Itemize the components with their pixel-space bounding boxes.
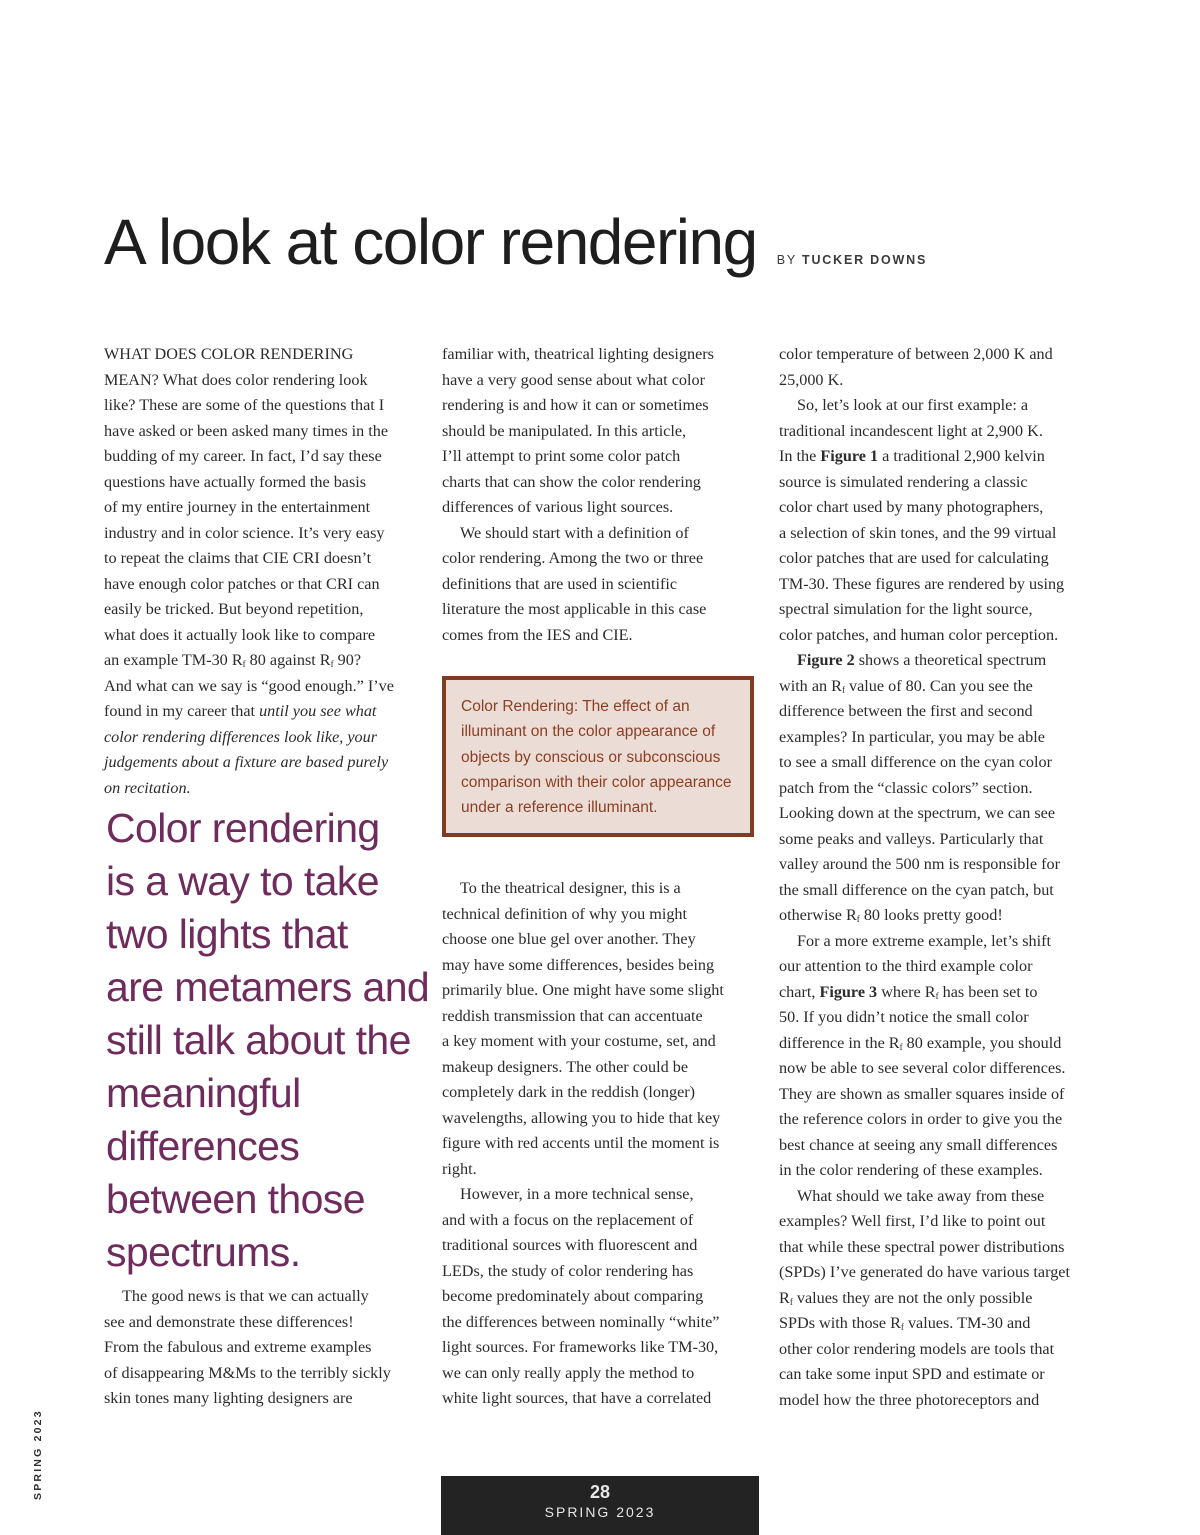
body-line (779, 1311, 1097, 1337)
body-line: examples? In particular, you may be able (779, 727, 1045, 746)
body-line: best chance at seeing any small differences (779, 1135, 1058, 1154)
pull-quote-line: is a way to take (106, 858, 379, 904)
body-line: From the fabulous and extreme examples (104, 1338, 372, 1356)
body-line: a key moment with your costume, set, and (442, 1032, 716, 1050)
body-line: have enough color patches or that CRI can (104, 574, 380, 593)
body-line: We should start with a definition of (460, 523, 689, 542)
body-line: light sources. For frameworks like TM-30, (442, 1338, 719, 1356)
body-line (104, 725, 416, 751)
body-line: They are shown as smaller squares inside of (779, 1084, 1065, 1103)
body-line (779, 1286, 1097, 1312)
body-line: to see a small difference on the cyan color (779, 753, 1052, 771)
pull-quote-line: differences (106, 1123, 300, 1169)
body-line: completely dark in the reddish (longer) (442, 1083, 696, 1101)
body-line: questions have actually formed the basis (104, 472, 367, 491)
text-run: a traditional 2,900 kelvin (878, 447, 1045, 465)
text-run: difference in the R (779, 1033, 900, 1052)
body-line: budding of my career. In fact, I’d say these (104, 447, 382, 465)
text-run: found in my career that (104, 702, 260, 720)
body-line (779, 648, 1097, 674)
body-line: should be manipulated. In this article, (442, 421, 687, 440)
body-line (104, 776, 416, 802)
body-line (104, 750, 416, 776)
body-line: see and demonstrate these differences! (104, 1312, 354, 1331)
body-line: familiar with, theatrical lighting designers (442, 345, 714, 363)
subscript: f (900, 1322, 904, 1332)
body-line: technical definition of why you might (442, 904, 688, 923)
column-3 (779, 342, 1097, 1413)
body-line: now be able to see several color differences. (779, 1059, 1066, 1077)
byline-prefix: BY (776, 253, 797, 267)
italic-run: color rendering differences look like, your (104, 727, 378, 746)
article-header (104, 202, 1104, 282)
article-title: A look at color rendering (104, 206, 757, 278)
body-line: the differences between nominally “white” (442, 1312, 720, 1331)
subscript: f (789, 1296, 793, 1307)
body-line: comes from the IES and CIE. (442, 625, 633, 644)
body-line (779, 903, 1097, 929)
text-run: chart, (779, 982, 820, 1001)
body-line: may have some differences, besides being (442, 955, 715, 974)
body-line: makeup designers. The other could be (442, 1057, 689, 1076)
body-line: color rendering. Among the two or three (442, 549, 704, 567)
body-line: rendering is and how it can or sometimes (442, 396, 709, 414)
figure-ref: Figure 2 (797, 651, 855, 669)
subscript: f (330, 659, 334, 669)
text-run: 80 example, you should (902, 1033, 1062, 1052)
italic-run: judgements about a fixture are based purely (104, 753, 389, 771)
pull-quote-line: meaningful (106, 1070, 301, 1116)
body-line: spectral simulation for the light source, (779, 600, 1033, 618)
byline (777, 253, 927, 267)
body-line: skin tones many lighting designers are (104, 1389, 353, 1407)
body-line: color chart used by many photographers, (779, 498, 1044, 516)
column-2-continued (442, 876, 754, 1412)
body-line: figure with red accents until the moment is (442, 1134, 720, 1152)
body-line: examples? Well first, I’d like to point out (779, 1212, 1046, 1230)
body-line: LEDs, the study of color rendering has (442, 1261, 694, 1280)
text-run: shows a theoretical spectrum (854, 651, 1047, 669)
body-line: industry and in color science. It’s very easy (104, 523, 385, 542)
body-line: difference between the first and second (779, 702, 1033, 720)
body-line: other color rendering models are tools that (779, 1339, 1055, 1358)
body-line: TM-30. These figures are rendered by using (779, 574, 1065, 593)
pull-quote-line: Color rendering (106, 805, 380, 851)
body-line: traditional incandescent light at 2,900 K. (779, 421, 1043, 440)
text-run: value of 80. Can you see the (844, 676, 1033, 695)
column-2 (442, 342, 754, 648)
body-line (779, 980, 1097, 1006)
body-line: I’ll attempt to print some color patch (442, 447, 681, 465)
body-line: WHAT DOES COLOR RENDERING (104, 345, 354, 363)
subscript: f (242, 659, 246, 669)
body-line: in the color rendering of these examples. (779, 1161, 1043, 1179)
body-line: charts that can show the color rendering (442, 472, 701, 491)
body-line: (SPDs) I’ve generated do have various target (779, 1263, 1070, 1281)
body-line: color patches, and human color perception. (779, 625, 1059, 644)
body-line: and with a focus on the replacement of (442, 1210, 694, 1229)
body-line: What should we take away from these (797, 1186, 1045, 1205)
body-line: model how the three photoreceptors and (779, 1390, 1040, 1409)
body-line: patch from the “classic colors” section. (779, 778, 1033, 797)
body-line: a selection of skin tones, and the 99 virtual (779, 523, 1057, 542)
body-line: color temperature of between 2,000 K and (779, 345, 1053, 363)
subscript: f (935, 990, 939, 1001)
body-line: wavelengths, allowing you to hide that key (442, 1108, 721, 1127)
body-line: literature the most applicable in this case (442, 600, 707, 618)
body-line: like? These are some of the questions that I (104, 396, 385, 414)
definition-line: objects by conscious or subconscious (461, 748, 721, 766)
definition-line: Color Rendering: The effect of an (461, 698, 690, 715)
pull-quote-line: still talk about the (106, 1017, 411, 1063)
definition-line: comparison with their color appearance (461, 773, 732, 791)
body-line: color patches that are used for calculating (779, 549, 1049, 567)
definition-box (442, 676, 754, 837)
body-line (779, 444, 1097, 470)
text-run: values. TM-30 and (903, 1314, 1031, 1332)
text-run: 90? (333, 651, 362, 669)
figure-ref: Figure 1 (820, 447, 879, 465)
italic-run: until you see what (259, 702, 377, 720)
definition-line: under a reference illuminant. (461, 799, 658, 817)
page-footer (441, 1476, 759, 1535)
column-1 (104, 342, 416, 801)
body-line: Looking down at the spectrum, we can see (779, 804, 1056, 822)
pull-quote (106, 802, 430, 1279)
body-line (104, 648, 416, 674)
text-run: values they are not the only possible (792, 1288, 1033, 1307)
body-line: And what can we say is “good enough.” I’ve (104, 676, 394, 695)
body-line: primarily blue. One might have some slight (442, 981, 724, 999)
body-line: right. (442, 1159, 477, 1178)
body-line: some peaks and valleys. Particularly that (779, 829, 1044, 848)
body-line: have asked or been asked many times in the (104, 421, 389, 440)
text-run: has been set to (938, 982, 1038, 1001)
subscript: f (856, 914, 860, 924)
body-line (779, 674, 1097, 700)
body-line: The good news is that we can actually (122, 1287, 369, 1305)
text-run: where R (877, 982, 936, 1001)
body-line: choose one blue gel over another. They (442, 930, 696, 948)
italic-run: on recitation. (104, 778, 191, 797)
body-line: the small difference on the cyan patch, but (779, 880, 1054, 899)
pull-quote-line: are metamers and (106, 964, 430, 1010)
definition-line: illuminant on the color appearance of (461, 723, 716, 741)
text-run: otherwise R (779, 906, 857, 924)
side-issue-label: SPRING 2023 (32, 1409, 44, 1500)
body-line: become predominately about comparing (442, 1287, 704, 1305)
body-line: For a more extreme example, let’s shift (797, 931, 1051, 950)
page-number: 28 (589, 1482, 611, 1502)
body-line: white light sources, that have a correlated (442, 1389, 712, 1407)
body-line: our attention to the third example color (779, 957, 1033, 975)
figure-ref: Figure 3 (819, 982, 878, 1001)
body-line: 50. If you didn’t notice the small color (779, 1008, 1029, 1026)
body-line (779, 1031, 1097, 1057)
subscript: f (899, 1041, 903, 1052)
body-line: of my entire journey in the entertainment (104, 498, 371, 516)
footer-issue: SPRING 2023 (544, 1504, 656, 1520)
body-line: valley around the 500 nm is responsible for (779, 855, 1060, 873)
body-line: can take some input SPD and estimate or (779, 1365, 1045, 1383)
body-line: to repeat the claims that CIE CRI doesn’t (104, 549, 372, 567)
text-run: SPDs with those R (779, 1314, 901, 1332)
body-line: traditional sources with fluorescent and (442, 1236, 698, 1254)
body-line: easily be tricked. But beyond repetition, (104, 600, 364, 618)
text-run: an example TM-30 R (104, 651, 243, 669)
column-1-continued (104, 1284, 416, 1412)
text-run: 80 looks pretty good! (859, 906, 1003, 924)
author-name: TUCKER DOWNS (802, 253, 928, 267)
text-run: In the (779, 447, 821, 465)
body-line: we can only really apply the method to (442, 1363, 695, 1382)
body-line: differences of various light sources. (442, 498, 674, 516)
text-run: with an R (779, 676, 842, 695)
body-line: However, in a more technical sense, (460, 1185, 694, 1203)
body-line: of disappearing M&Ms to the terribly sickly (104, 1363, 391, 1382)
body-line: 25,000 K. (779, 370, 844, 389)
pull-quote-line: spectrums. (106, 1229, 301, 1275)
body-line: the reference colors in order to give you the (779, 1110, 1063, 1128)
body-line: what does it actually look like to compare (104, 625, 376, 644)
body-line: reddish transmission that can accentuate (442, 1006, 703, 1025)
subscript: f (841, 684, 845, 695)
body-line: To the theatrical designer, this is a (460, 879, 681, 897)
body-line: MEAN? What does color rendering look (104, 370, 368, 389)
pull-quote-line: between those (106, 1176, 365, 1222)
body-line: definitions that are used in scientific (442, 574, 678, 593)
body-line: So, let’s look at our first example: a (797, 396, 1029, 414)
body-line (104, 699, 416, 725)
body-line: source is simulated rendering a classic (779, 472, 1028, 491)
text-run: R (779, 1288, 790, 1307)
body-line: that while these spectral power distributions (779, 1237, 1065, 1256)
pull-quote-line: two lights that (106, 911, 348, 957)
text-run: 80 against R (245, 651, 331, 669)
body-line: have a very good sense about what color (442, 370, 705, 389)
